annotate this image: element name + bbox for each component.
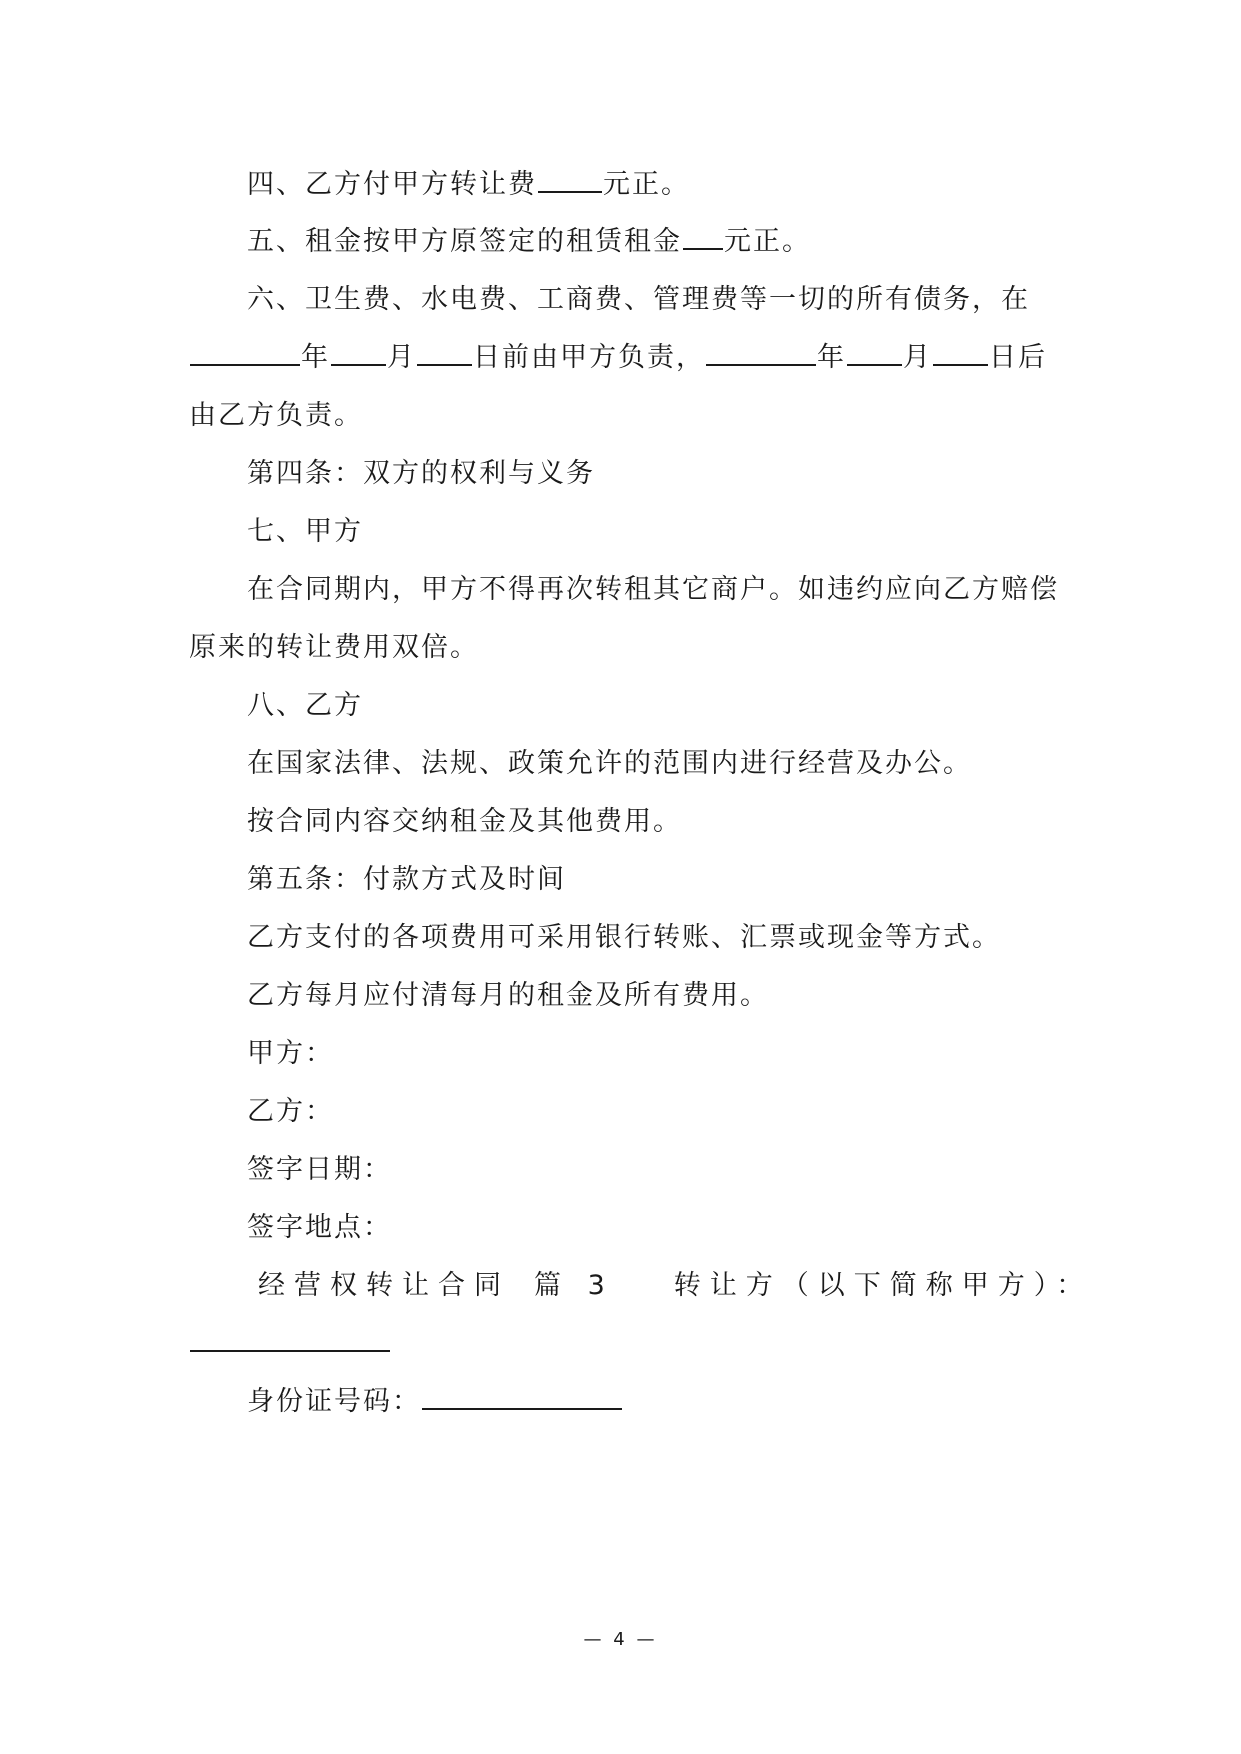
page-number: — 4 —: [583, 1629, 658, 1650]
signature-party-a: 甲方：: [247, 1038, 334, 1069]
fill-blank: [190, 338, 300, 366]
item-8-text-line1: 在国家法律、法规、政策允许的范围内进行经营及办公。: [247, 748, 972, 779]
clause-item-5-text: 五、租金按甲方原签定的租赁租金: [247, 226, 682, 257]
fill-blank: [422, 1382, 622, 1410]
fill-blank: [538, 165, 602, 193]
fill-blank: [417, 338, 472, 366]
clause-item-6-line3: 由乙方负责。: [189, 400, 363, 431]
date-year-label: 年: [817, 342, 846, 373]
clause-item-4-text: 四、乙方付甲方转让费: [247, 169, 537, 200]
item-7-text-line1: 在合同期内，甲方不得再次转租其它商户。如违约应向乙方赔偿: [247, 574, 1059, 605]
signature-date: 签字日期：: [247, 1154, 392, 1185]
clause-item-4-unit: 元正。: [603, 169, 690, 200]
fill-blank: [933, 338, 988, 366]
item-8-text-line2: 按合同内容交纳租金及其他费用。: [247, 806, 682, 837]
clause-item-6-line1: [247, 280, 1055, 320]
signature-party-b: 乙方：: [247, 1096, 334, 1127]
item-7-text-line2: 原来的转让费用双倍。: [189, 632, 479, 663]
article-5-text-line2: 乙方每月应付清每月的租金及所有费用。: [247, 980, 769, 1011]
date-year-label: 年: [301, 342, 330, 373]
next-contract-section: 篇 3: [534, 1270, 614, 1301]
item-7-title: 七、甲方: [247, 516, 363, 547]
fill-blank: [331, 338, 386, 366]
clause-item-5-unit: 元正。: [724, 226, 811, 257]
id-number-line: [247, 1382, 623, 1422]
fill-blank: [847, 338, 902, 366]
fill-blank: [683, 222, 723, 250]
article-4-title: 第四条：双方的权利与义务: [247, 458, 595, 489]
signature-place: 签字地点：: [247, 1212, 392, 1243]
fill-blank: [706, 338, 816, 366]
transferor-blank-line: [189, 1324, 391, 1364]
article-5-text-line1: 乙方支付的各项费用可采用银行转账、汇票或现金等方式。: [247, 922, 1001, 953]
next-contract-heading: [258, 1266, 1092, 1306]
id-number-label: 身份证号码：: [247, 1386, 421, 1417]
item-8-title: 八、乙方: [247, 690, 363, 721]
date-day-label: 日后: [989, 342, 1047, 373]
transferor-label: 转让方（以下简称甲方）：: [673, 1270, 1093, 1301]
clause-item-4: [247, 165, 690, 205]
clause-item-6-line2: [189, 338, 1047, 378]
date-month-label: 月: [387, 342, 416, 373]
next-contract-title: 经营权转让合同: [258, 1270, 510, 1301]
fill-blank: [190, 1324, 390, 1352]
date-day-label: 日前由甲方负责，: [473, 342, 705, 373]
date-month-label: 月: [903, 342, 932, 373]
clause-item-5: [247, 222, 811, 262]
clause-item-6-text: 六、卫生费、水电费、工商费、管理费等一切的所有债务，在: [247, 284, 1030, 315]
article-5-title: 第五条：付款方式及时间: [247, 864, 566, 895]
